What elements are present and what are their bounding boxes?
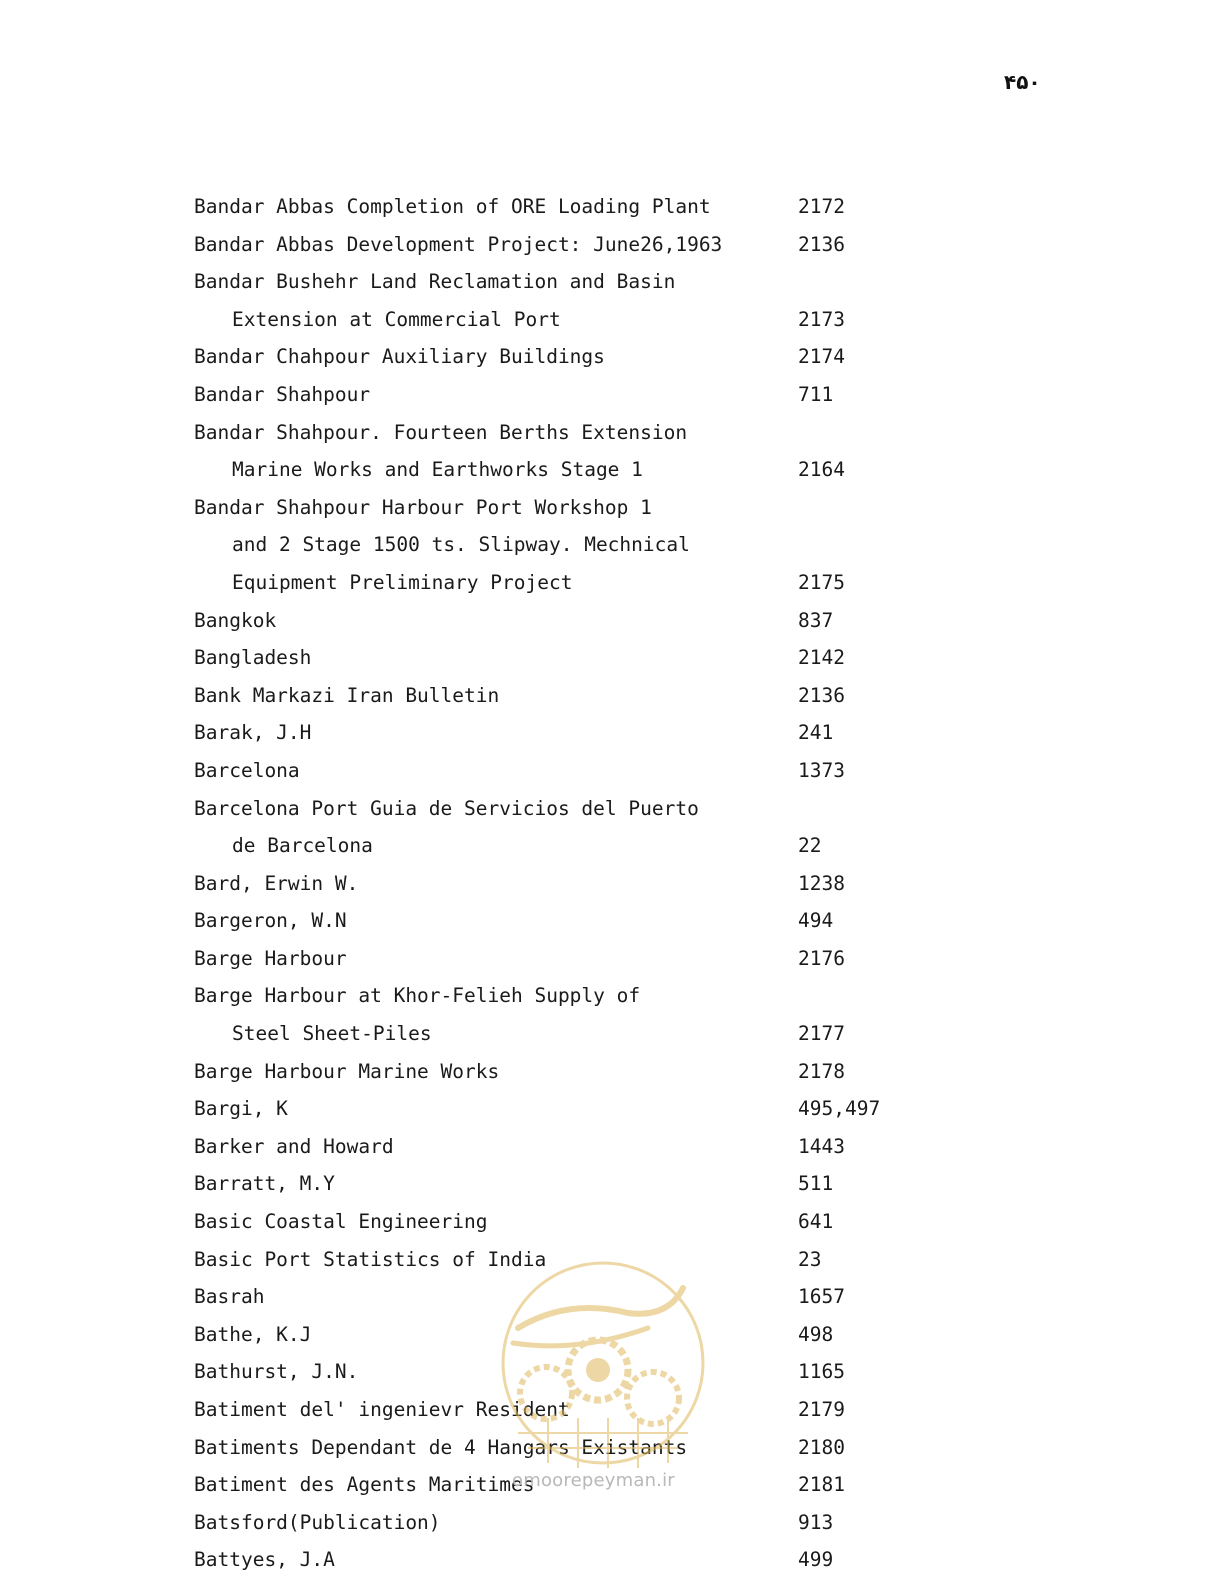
index-entry <box>190 226 950 264</box>
index-entry <box>190 376 950 414</box>
index-term: Barak, J.H <box>194 721 312 745</box>
index-pages: 641 <box>798 1210 834 1234</box>
index-pages: 498 <box>798 1322 834 1346</box>
index-entry <box>190 414 950 452</box>
index-term: Bathe, K.J <box>194 1322 312 1346</box>
index-entry <box>190 1504 950 1542</box>
index-pages: 2173 <box>798 307 845 331</box>
index-term: Barge Harbour Marine Works <box>194 1059 500 1083</box>
index-pages: 23 <box>798 1247 822 1271</box>
index-term: Bandar Abbas Development Project: June26,1963 <box>194 232 723 256</box>
index-term: Barge Harbour at Khor-Felieh Supply of <box>194 984 641 1008</box>
index-pages: 1165 <box>798 1360 845 1384</box>
index-term: Batiments Dependant de 4 Hangars Existants <box>194 1435 688 1459</box>
index-pages: 711 <box>798 382 834 406</box>
index-pages: 2172 <box>798 195 845 218</box>
index-term: Bard, Erwin W. <box>194 871 359 895</box>
index-entry <box>190 940 950 978</box>
index-entry <box>190 790 950 828</box>
index-pages: 2177 <box>798 1022 845 1046</box>
index-pages: 2142 <box>798 646 845 670</box>
index-entry <box>190 301 950 339</box>
index-entry <box>190 902 950 940</box>
index-term: Bandar Bushehr Land Reclamation and Basin <box>194 270 676 294</box>
index-term: Battyes, J.A <box>194 1548 335 1572</box>
index-entry <box>190 1203 950 1241</box>
index-entry <box>190 639 950 677</box>
index-entry <box>190 1128 950 1166</box>
index-pages: 2136 <box>798 683 845 707</box>
index-pages: 2164 <box>798 458 845 482</box>
index-term: Bathurst, J.N. <box>194 1360 359 1384</box>
index-pages: 499 <box>798 1548 834 1572</box>
index-term: Marine Works and Earthworks Stage 1 <box>232 458 643 482</box>
index-term: Bank Markazi Iran Bulletin <box>194 683 500 707</box>
index-entry <box>190 865 950 903</box>
index-term: Equipment Preliminary Project <box>232 570 573 594</box>
page-number: ۴۵۰ <box>1004 70 1041 94</box>
index-pages: 495,497 <box>798 1097 881 1121</box>
index-entry <box>190 526 950 564</box>
index-term: Bangladesh <box>194 646 312 670</box>
index-term: Bandar Shahpour <box>194 382 371 406</box>
watermark-url: omoorepeyman.ir <box>512 1470 675 1491</box>
index-term: Batiment des Agents Maritimes <box>194 1473 535 1497</box>
index-pages: 241 <box>798 721 834 745</box>
index-entry <box>190 714 950 752</box>
index-entry <box>190 338 950 376</box>
index-pages: 2176 <box>798 946 845 970</box>
index-pages: 1657 <box>798 1285 845 1309</box>
index-term: Barratt, M.Y <box>194 1172 335 1196</box>
index-term: Barker and Howard <box>194 1134 394 1158</box>
index-pages: 494 <box>798 909 834 933</box>
index-term: Bandar Shahpour. Fourteen Berths Extension <box>194 420 688 444</box>
index-entry <box>190 602 950 640</box>
index-pages: 2179 <box>798 1398 845 1421</box>
index-entry <box>190 1015 950 1053</box>
index-entry <box>190 827 950 865</box>
index-term: Basic Port Statistics of India <box>194 1247 547 1271</box>
index-entry <box>190 1090 950 1128</box>
index-term: Basic Coastal Engineering <box>194 1210 488 1234</box>
index-pages: 2180 <box>798 1435 845 1459</box>
index-pages: 2181 <box>798 1473 845 1497</box>
index-term: Barge Harbour <box>194 946 347 970</box>
index-term: Extension at Commercial Port <box>232 307 561 331</box>
index-pages: 2174 <box>798 345 845 369</box>
index-term: Barcelona <box>194 758 300 782</box>
index-term: Bandar Chahpour Auxiliary Buildings <box>194 345 605 369</box>
index-pages: 1443 <box>798 1134 845 1158</box>
index-term: Bandar Abbas Completion of ORE Loading Plant <box>194 195 711 218</box>
index-entry <box>190 977 950 1015</box>
index-term: Bangkok <box>194 608 277 632</box>
index-entry <box>190 564 950 602</box>
index-pages: 2175 <box>798 570 845 594</box>
index-entry <box>190 752 950 790</box>
index-pages: 913 <box>798 1510 834 1534</box>
index-term: Steel Sheet-Piles <box>232 1022 432 1046</box>
index-entry <box>190 1541 950 1579</box>
index-term: Basrah <box>194 1285 265 1309</box>
index-term: Bargi, K <box>194 1097 288 1121</box>
index-term: de Barcelona <box>232 834 373 858</box>
index-term: Barcelona Port Guia de Servicios del Puerto <box>194 796 699 820</box>
index-pages: 1238 <box>798 871 845 895</box>
index-pages: 837 <box>798 608 834 632</box>
index-pages: 22 <box>798 834 822 858</box>
index-pages: 2178 <box>798 1059 845 1083</box>
index-entry <box>190 263 950 301</box>
index-pages: 2136 <box>798 232 845 256</box>
index-term: Bandar Shahpour Harbour Port Workshop 1 <box>194 495 652 519</box>
index-pages: 511 <box>798 1172 834 1196</box>
index-term: Batiment del' ingenievr Resident <box>194 1398 570 1421</box>
index-entry <box>190 489 950 527</box>
index-entry <box>190 677 950 715</box>
index-pages: 1373 <box>798 758 845 782</box>
index-term: and 2 Stage 1500 ts. Slipway. Mechnical <box>232 533 690 557</box>
index-term: Bargeron, W.N <box>194 909 347 933</box>
index-term: Batsford(Publication) <box>194 1510 441 1534</box>
index-entry <box>190 1165 950 1203</box>
watermark-logo <box>498 1258 708 1473</box>
index-entry <box>190 451 950 489</box>
index-entry <box>190 188 950 226</box>
index-entry <box>190 1053 950 1091</box>
